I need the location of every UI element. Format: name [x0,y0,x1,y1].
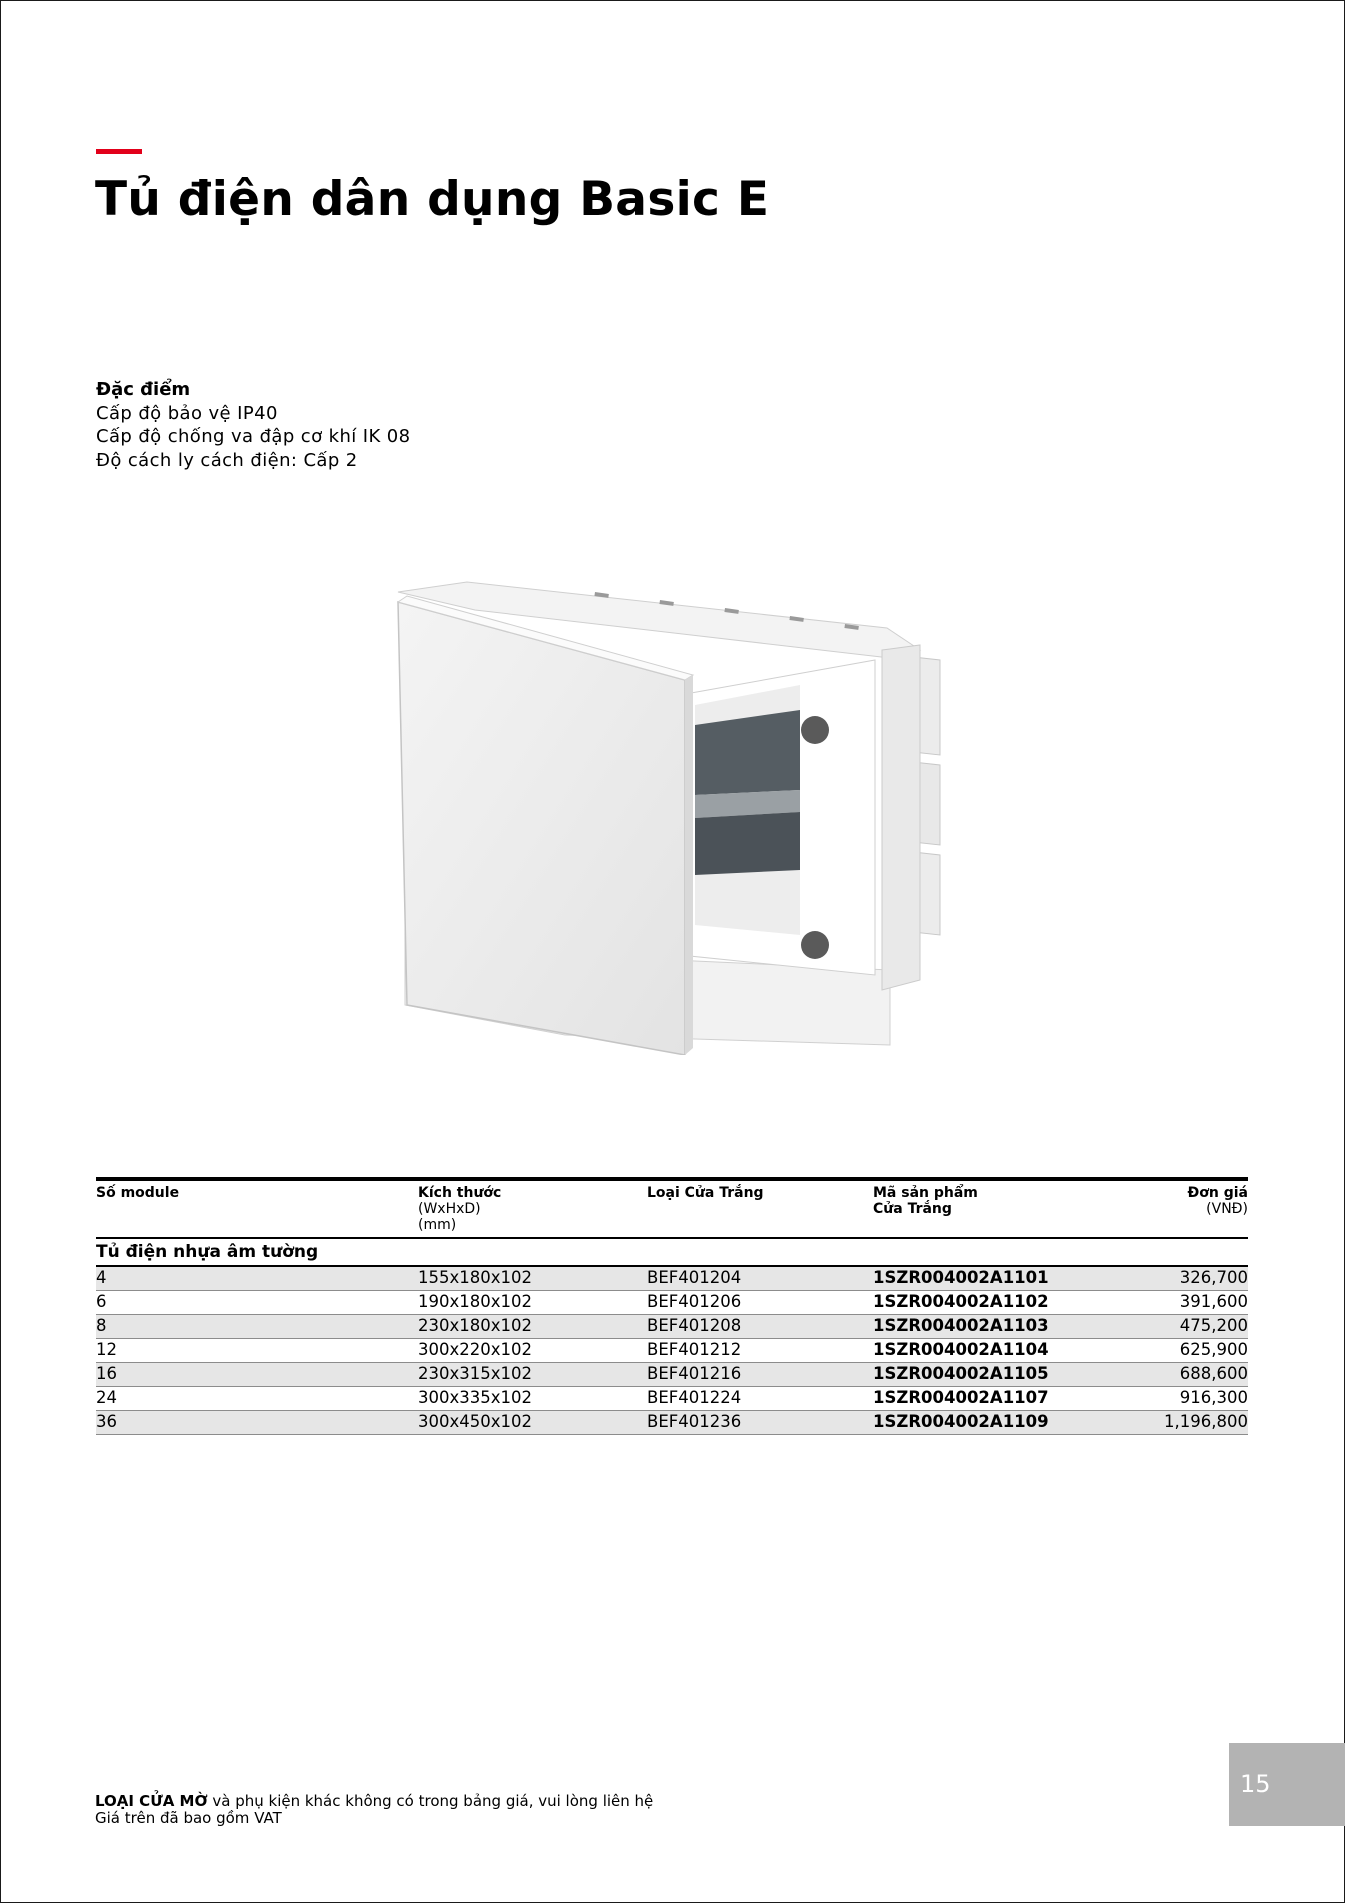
header-door-label: Loại Cửa Trắng [647,1185,764,1201]
cell-price: 475,200 [1179,1316,1248,1335]
header-price-unit: (VNĐ) [1206,1201,1248,1217]
features-section [96,378,411,472]
cell-module: 12 [96,1340,117,1359]
cell-price: 1,196,800 [1164,1412,1248,1431]
cell-module: 4 [96,1268,107,1287]
accent-bar [96,149,142,154]
cell-size: 300x450x102 [418,1412,533,1431]
cell-price: 391,600 [1179,1292,1248,1311]
header-size-sub: (WxHxD) [418,1201,481,1217]
header-code [873,1185,978,1217]
feature-item: Cấp độ chống va đập cơ khí IK 08 [96,426,411,447]
header-size-label: Kích thước [418,1185,502,1201]
table-row [96,1315,1248,1339]
cell-door: BEF401206 [647,1292,742,1311]
cell-size: 300x220x102 [418,1340,533,1359]
cell-module: 24 [96,1388,117,1407]
header-module [96,1185,179,1201]
cell-price: 916,300 [1179,1388,1248,1407]
table-row [96,1363,1248,1387]
feature-item: Độ cách ly cách điện: Cấp 2 [96,449,358,471]
cell-size: 300x335x102 [418,1388,533,1407]
header-size-unit: (mm) [418,1217,457,1233]
header-price [1188,1185,1248,1217]
header-price-label: Đơn giá [1187,1185,1248,1201]
table-row [96,1267,1248,1291]
feature-item: Cấp độ bảo vệ IP40 [96,402,278,424]
page-number: 15 [1240,1770,1271,1798]
header-module-label: Số module [96,1185,180,1201]
cell-code: 1SZR004002A1102 [873,1292,1049,1311]
table-row [96,1387,1248,1411]
footer-line-1 [95,1793,653,1810]
table-row [96,1291,1248,1315]
header-code-sub: Cửa Trắng [873,1201,952,1217]
product-image [395,550,960,1055]
cell-code: 1SZR004002A1105 [873,1364,1049,1383]
page-number-tab [1229,1743,1345,1826]
features-heading: Đặc điểm [96,379,191,400]
header-code-label: Mã sản phẩm [873,1185,978,1201]
cell-size: 190x180x102 [418,1292,533,1311]
cell-module: 8 [96,1316,107,1335]
cell-door: BEF401212 [647,1340,742,1359]
header-size [418,1185,501,1233]
header-door [647,1185,764,1201]
page-title: Tủ điện dân dụng Basic E [95,172,770,227]
cell-size: 230x315x102 [418,1364,533,1383]
table-group-title: Tủ điện nhựa âm tường [96,1239,1248,1267]
cell-door: BEF401224 [647,1388,742,1407]
cell-price: 688,600 [1179,1364,1248,1383]
footer-bold: LOẠI CỬA MỜ [95,1792,208,1810]
cell-module: 6 [96,1292,107,1311]
footer-note [95,1793,653,1827]
cell-code: 1SZR004002A1101 [873,1268,1049,1287]
cell-code: 1SZR004002A1103 [873,1316,1049,1335]
cell-module: 16 [96,1364,117,1383]
footer-line-2: Giá trên đã bao gồm VAT [95,1809,282,1827]
cell-code: 1SZR004002A1107 [873,1388,1049,1407]
cell-price: 625,900 [1179,1340,1248,1359]
cell-door: BEF401236 [647,1412,742,1431]
cell-code: 1SZR004002A1109 [873,1412,1049,1431]
table-header [96,1177,1248,1239]
cell-module: 36 [96,1412,117,1431]
cell-size: 155x180x102 [418,1268,533,1287]
cell-code: 1SZR004002A1104 [873,1340,1049,1359]
cell-door: BEF401208 [647,1316,742,1335]
price-table [96,1177,1248,1435]
table-row [96,1339,1248,1363]
cell-door: BEF401216 [647,1364,742,1383]
cell-price: 326,700 [1179,1268,1248,1287]
footer-text: và phụ kiện khác không có trong bảng giá, vui lòng liên hệ [207,1792,654,1810]
cell-door: BEF401204 [647,1268,742,1287]
table-row [96,1411,1248,1435]
cell-size: 230x180x102 [418,1316,533,1335]
